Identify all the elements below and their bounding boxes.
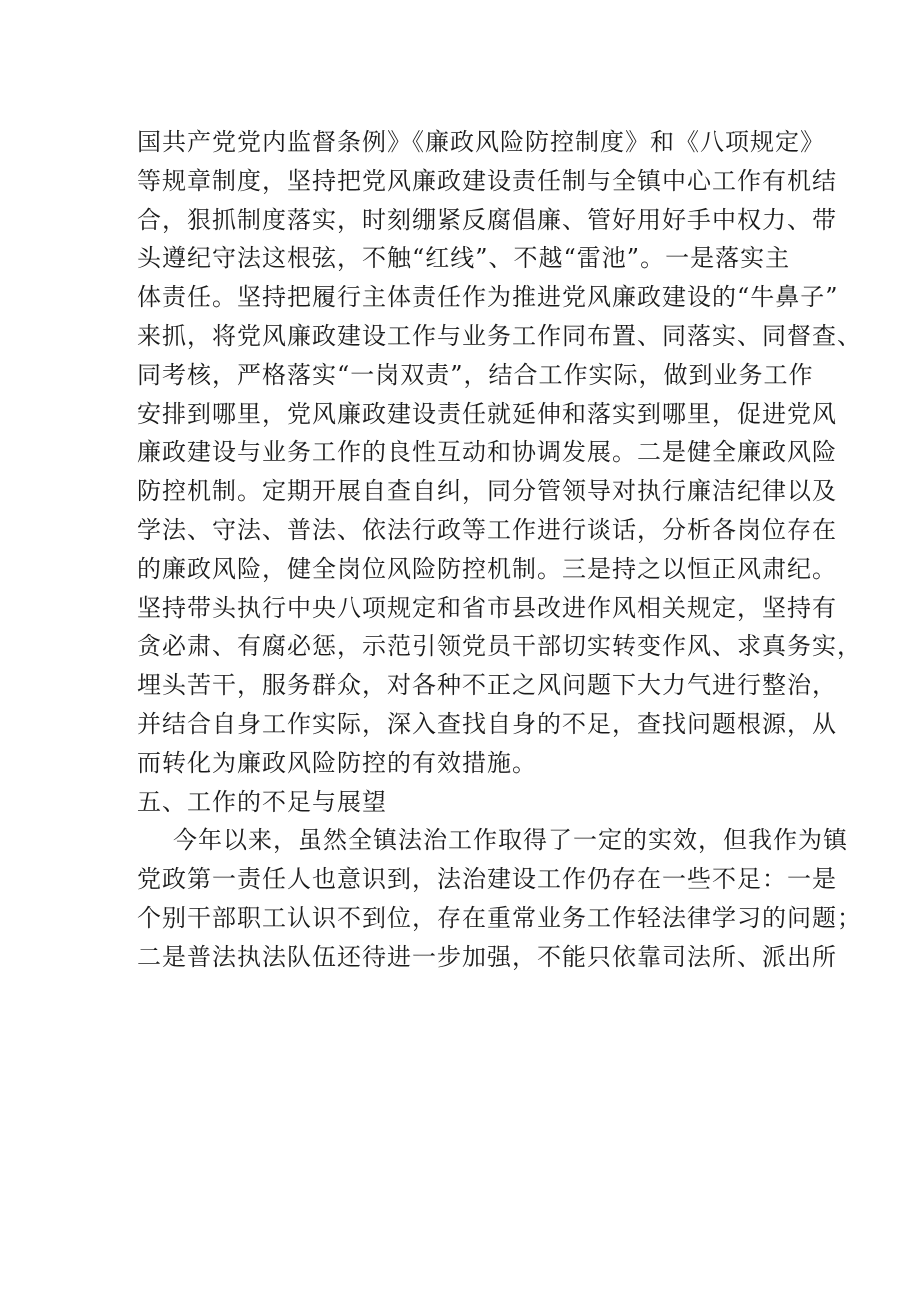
text-line: 等规章制度，坚持把党风廉政建设责任制与全镇中心工作有机结 <box>137 166 837 195</box>
text-line: 个别干部职工认识不到位，存在重常业务工作轻法律学习的问题； <box>137 903 862 932</box>
text-line: 贪必肃、有腐必惩，示范引领党员干部切实转变作风、求真务实， <box>137 632 862 661</box>
text-line: 坚持带头执行中央八项规定和省市县改进作风相关规定，坚持有 <box>137 593 837 622</box>
text-line: 的廉政风险，健全岗位风险防控机制。三是持之以恒正风肃纪。 <box>137 554 837 583</box>
text-line: 来抓，将党风廉政建设工作与业务工作同布置、同落实、同督查、 <box>137 321 862 350</box>
text-line: 党政第一责任人也意识到，法治建设工作仍存在一些不足：一是 <box>137 865 837 894</box>
body-text <box>137 123 862 977</box>
text-line: 同考核，严格落实“一岗双责”，结合工作实际，做到业务工作 <box>137 360 814 389</box>
text-line: 国共产党党内监督条例》《廉政风险防控制度》和《八项规定》 <box>137 128 825 156</box>
text-line: 防控机制。定期开展自查自纠，同分管领导对执行廉洁纪律以及 <box>137 477 837 506</box>
section-heading: 五、工作的不足与展望 <box>137 787 387 816</box>
text-line: 头遵纪守法这根弦，不触“红线”、不越“雷池”。一是落实主 <box>137 244 791 273</box>
text-line: 合，狠抓制度落实，时刻绷紧反腐倡廉、管好用好手中权力、带 <box>137 205 837 234</box>
paragraph-first-line: 今年以来，虽然全镇法治工作取得了一定的实效，但我作为镇 <box>173 826 848 855</box>
text-line: 而转化为廉政风险防控的有效措施。 <box>137 748 537 777</box>
text-line: 安排到哪里，党风廉政建设责任就延伸和落实到哪里，促进党风 <box>137 399 837 428</box>
text-line: 埋头苦干，服务群众，对各种不正之风问题下大力气进行整治， <box>137 671 837 700</box>
text-line: 学法、守法、普法、依法行政等工作进行谈话，分析各岗位存在 <box>137 515 837 544</box>
text-line: 二是普法执法队伍还待进一步加强，不能只依靠司法所、派出所 <box>137 942 837 971</box>
text-line: 并结合自身工作实际，深入查找自身的不足，查找问题根源，从 <box>137 709 837 738</box>
text-line: 体责任。坚持把履行主体责任作为推进党风廉政建设的“牛鼻子” <box>137 283 839 312</box>
text-line: 廉政建设与业务工作的良性互动和协调发展。二是健全廉政风险 <box>137 438 837 467</box>
